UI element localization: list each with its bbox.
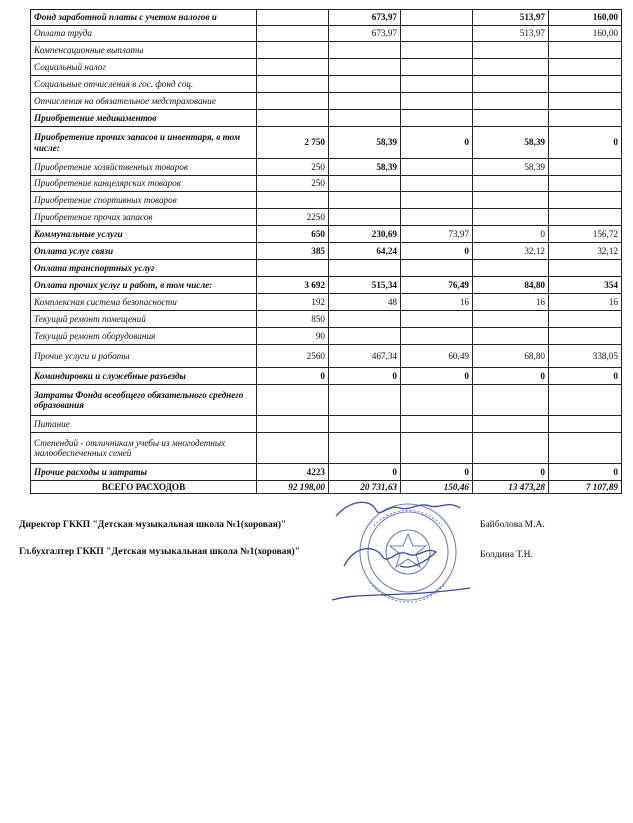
cell-c2 — [329, 76, 401, 93]
total-c5: 7 107,89 — [549, 481, 622, 494]
cell-c4 — [473, 416, 549, 433]
cell-c1 — [257, 42, 329, 59]
row-label: Оплата транспортных услуг — [31, 260, 257, 277]
cell-c4 — [473, 42, 549, 59]
cell-c4: 58,39 — [473, 159, 549, 176]
table-row — [31, 368, 622, 385]
cell-c3: 16 — [401, 294, 473, 311]
row-label: Степендий - отличникам учебы из многодетных малообеспеченных семей — [31, 433, 257, 464]
table-row — [31, 42, 622, 59]
table-row — [31, 93, 622, 110]
cell-c1: 2250 — [257, 209, 329, 226]
table-row — [31, 328, 622, 345]
cell-c2 — [329, 192, 401, 209]
table-row — [31, 176, 622, 192]
cell-c3: 76,49 — [401, 277, 473, 294]
cell-c1: 0 — [257, 368, 329, 385]
cell-c1: 2 750 — [257, 127, 329, 159]
cell-c3 — [401, 416, 473, 433]
cell-c2 — [329, 110, 401, 127]
cell-c3 — [401, 59, 473, 76]
cell-c5: 338,05 — [549, 345, 622, 368]
cell-c2: 230,69 — [329, 226, 401, 243]
row-label: Прочие услуги и работы — [31, 345, 257, 368]
row-label: Приобретение медикаментов — [31, 110, 257, 127]
cell-c4 — [473, 385, 549, 416]
cell-c5 — [549, 416, 622, 433]
cell-c5: 156,72 — [549, 226, 622, 243]
director-name: Байболова М.А. — [480, 520, 545, 530]
cell-c3 — [401, 76, 473, 93]
cell-c2 — [329, 209, 401, 226]
cell-c2: 64,24 — [329, 243, 401, 260]
row-label: Приобретение спортивных товаров — [31, 192, 257, 209]
table-row — [31, 277, 622, 294]
total-row — [31, 481, 622, 494]
cell-c1 — [257, 192, 329, 209]
row-label: Оплата услуг связи — [31, 243, 257, 260]
cell-c5 — [549, 110, 622, 127]
row-label: Отчисления на обязательное медстрахование — [31, 93, 257, 110]
total-c3: 150,46 — [401, 481, 473, 494]
cell-c2 — [329, 176, 401, 192]
cell-c1: 650 — [257, 226, 329, 243]
table-row — [31, 345, 622, 368]
table-row — [31, 192, 622, 209]
cell-c3 — [401, 260, 473, 277]
row-label: Прочие расходы и затраты — [31, 464, 257, 481]
cell-c5 — [549, 42, 622, 59]
cell-c4 — [473, 433, 549, 464]
cell-c5: 0 — [549, 368, 622, 385]
table-row — [31, 294, 622, 311]
cell-c3: 0 — [401, 127, 473, 159]
cell-c3 — [401, 311, 473, 328]
cell-c3 — [401, 176, 473, 192]
table-row — [31, 226, 622, 243]
cell-c1: 385 — [257, 243, 329, 260]
cell-c3 — [401, 26, 473, 42]
cell-c1: 3 692 — [257, 277, 329, 294]
cell-c2 — [329, 311, 401, 328]
row-label: Социальные отчисления в гос. фонд соц. — [31, 76, 257, 93]
total-c1: 92 198,00 — [257, 481, 329, 494]
row-label: Приобретение прочих запасов и инвентаря, в том числе: — [31, 127, 257, 159]
cell-c3 — [401, 209, 473, 226]
cell-c4 — [473, 93, 549, 110]
cell-c3: 0 — [401, 368, 473, 385]
table-row — [31, 59, 622, 76]
table-row — [31, 416, 622, 433]
cell-c5 — [549, 93, 622, 110]
cell-c3 — [401, 93, 473, 110]
cell-c5 — [549, 192, 622, 209]
cell-c2 — [329, 433, 401, 464]
cell-c4 — [473, 260, 549, 277]
cell-c4 — [473, 59, 549, 76]
cell-c3 — [401, 433, 473, 464]
cell-c4 — [473, 209, 549, 226]
table-row — [31, 127, 622, 159]
director-title: Директор ГККП "Детская музыкальная школа №1(хоровая)" — [19, 520, 287, 530]
table-row — [31, 385, 622, 416]
cell-c3 — [401, 385, 473, 416]
cell-c1: 90 — [257, 328, 329, 345]
cell-c2: 58,39 — [329, 159, 401, 176]
row-label: Оплата прочих услуг и работ, в том числе: — [31, 277, 257, 294]
cell-c2: 48 — [329, 294, 401, 311]
cell-c3 — [401, 42, 473, 59]
cell-c1 — [257, 26, 329, 42]
cell-c4: 16 — [473, 294, 549, 311]
cell-c2 — [329, 416, 401, 433]
cell-c5: 0 — [549, 464, 622, 481]
cell-c5 — [549, 260, 622, 277]
cell-c2: 0 — [329, 368, 401, 385]
cell-c5 — [549, 176, 622, 192]
cell-c1 — [257, 10, 329, 26]
table-row — [31, 26, 622, 42]
cell-c5: 16 — [549, 294, 622, 311]
cell-c1 — [257, 93, 329, 110]
total-c4: 13 473,28 — [473, 481, 549, 494]
cell-c5 — [549, 328, 622, 345]
cell-c3 — [401, 328, 473, 345]
cell-c2: 467,34 — [329, 345, 401, 368]
cell-c5 — [549, 385, 622, 416]
table-row — [31, 110, 622, 127]
row-label: Затраты Фонда всеобщего обязательного среднего образования — [31, 385, 257, 416]
cell-c4: 32,12 — [473, 243, 549, 260]
cell-c2: 673,97 — [329, 26, 401, 42]
cell-c4 — [473, 110, 549, 127]
cell-c3 — [401, 10, 473, 26]
row-label: Компенсационные выплаты — [31, 42, 257, 59]
cell-c4: 68,80 — [473, 345, 549, 368]
cell-c1: 250 — [257, 176, 329, 192]
cell-c3: 0 — [401, 243, 473, 260]
cell-c1 — [257, 416, 329, 433]
cell-c2: 58,39 — [329, 127, 401, 159]
expenditure-table — [30, 9, 622, 494]
cell-c3: 0 — [401, 464, 473, 481]
row-label: Приобретение прочих запасов — [31, 209, 257, 226]
cell-c5: 0 — [549, 127, 622, 159]
signature-mark — [332, 502, 470, 600]
table-row — [31, 76, 622, 93]
cell-c4 — [473, 311, 549, 328]
cell-c1 — [257, 59, 329, 76]
cell-c4: 0 — [473, 368, 549, 385]
cell-c1: 192 — [257, 294, 329, 311]
row-label: Приобретение канцелярских товаров — [31, 176, 257, 192]
cell-c4: 0 — [473, 464, 549, 481]
table-row — [31, 159, 622, 176]
table-row — [31, 209, 622, 226]
cell-c2 — [329, 59, 401, 76]
cell-c1 — [257, 433, 329, 464]
cell-c1 — [257, 76, 329, 93]
cell-c3: 60,49 — [401, 345, 473, 368]
cell-c5 — [549, 433, 622, 464]
cell-c4: 513,97 — [473, 10, 549, 26]
row-label: Приобретение хозяйственных товаров — [31, 159, 257, 176]
cell-c3 — [401, 110, 473, 127]
cell-c5 — [549, 209, 622, 226]
accountant-title: Гл.бухгалтер ГККП "Детская музыкальная школа №1(хоровая)" — [19, 547, 300, 557]
cell-c1 — [257, 260, 329, 277]
table-row — [31, 464, 622, 481]
cell-c4: 58,39 — [473, 127, 549, 159]
cell-c2: 673,97 — [329, 10, 401, 26]
cell-c5 — [549, 59, 622, 76]
total-c2: 20 731,63 — [329, 481, 401, 494]
cell-c1: 250 — [257, 159, 329, 176]
cell-c3: 73,97 — [401, 226, 473, 243]
cell-c3 — [401, 159, 473, 176]
row-label: Комплексная система безопасности — [31, 294, 257, 311]
row-label: Текущий ремонт помещений — [31, 311, 257, 328]
cell-c1: 850 — [257, 311, 329, 328]
cell-c4: 0 — [473, 226, 549, 243]
cell-c1: 4223 — [257, 464, 329, 481]
row-label: Коммунальные услуги — [31, 226, 257, 243]
cell-c5 — [549, 76, 622, 93]
row-label: Социальный налог — [31, 59, 257, 76]
cell-c5: 354 — [549, 277, 622, 294]
table-row — [31, 311, 622, 328]
cell-c4: 84,80 — [473, 277, 549, 294]
cell-c4 — [473, 328, 549, 345]
row-label: Оплата труда — [31, 26, 257, 42]
official-seal-stamp — [330, 496, 480, 604]
table-row — [31, 260, 622, 277]
cell-c2: 0 — [329, 464, 401, 481]
cell-c5: 160,00 — [549, 10, 622, 26]
cell-c4 — [473, 192, 549, 209]
table-row — [31, 433, 622, 464]
row-label: Текущий ремонт оборудования — [31, 328, 257, 345]
cell-c3 — [401, 192, 473, 209]
accountant-name: Болдина Т.Н. — [480, 550, 533, 560]
total-label: ВСЕГО РАСХОДОВ — [31, 481, 257, 494]
cell-c5: 160,00 — [549, 26, 622, 42]
cell-c2 — [329, 385, 401, 416]
cell-c4: 513,97 — [473, 26, 549, 42]
cell-c2 — [329, 93, 401, 110]
table-row — [31, 243, 622, 260]
cell-c4 — [473, 176, 549, 192]
row-label: Питание — [31, 416, 257, 433]
cell-c1: 2560 — [257, 345, 329, 368]
cell-c2 — [329, 260, 401, 277]
cell-c2 — [329, 42, 401, 59]
cell-c4 — [473, 76, 549, 93]
cell-c5 — [549, 311, 622, 328]
cell-c2 — [329, 328, 401, 345]
cell-c1 — [257, 385, 329, 416]
row-label: Фонд заработной платы с учетом налогов и — [31, 10, 257, 26]
cell-c5: 32,12 — [549, 243, 622, 260]
row-label: Командировки и служебные разъезды — [31, 368, 257, 385]
cell-c1 — [257, 110, 329, 127]
cell-c5 — [549, 159, 622, 176]
cell-c2: 515,34 — [329, 277, 401, 294]
table-row — [31, 10, 622, 26]
